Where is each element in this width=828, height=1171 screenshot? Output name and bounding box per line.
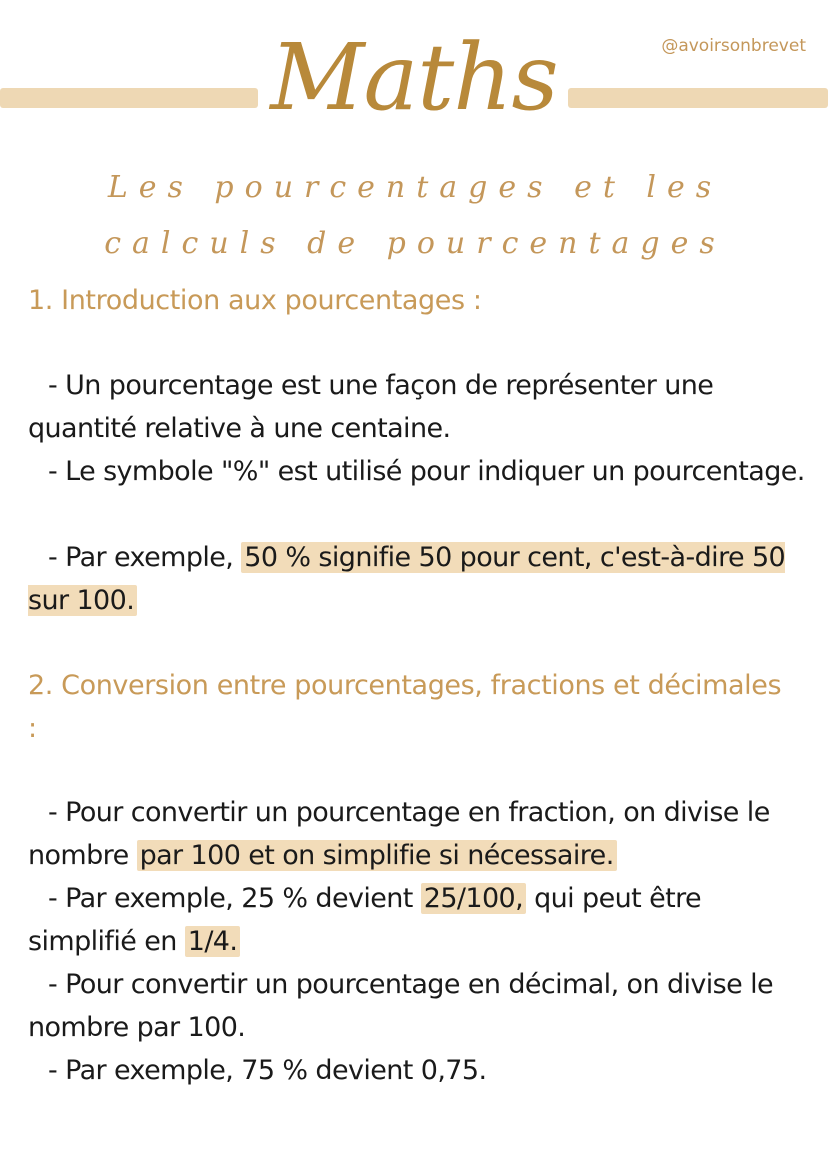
section-2-paragraph-1 — [28, 791, 808, 877]
section-2-paragraph-2-text-a: - Par exemple, 25 % devient — [48, 883, 413, 914]
highlight-50-percent: 50 % signifie 50 pour cent, c'est-à-dire 50 sur 100. — [28, 542, 786, 616]
section-2-paragraph-4: - Par exemple, 75 % devient 0,75. — [48, 1055, 487, 1086]
author-handle: @avoirsonbrevet — [661, 36, 806, 56]
highlight-divide-100: par 100 et on simplifie si nécessaire. — [137, 840, 617, 871]
section-1-title: 1. Introduction aux pourcentages : — [28, 285, 482, 316]
header-rule-right — [568, 88, 828, 108]
page-subtitle: Les pourcentages et les calculs de pourcentages — [104, 170, 726, 261]
page-title: Maths — [270, 24, 558, 131]
highlight-25-100: 25/100, — [421, 883, 526, 914]
header-rule-left — [0, 88, 258, 108]
section-2-paragraph-2-text-b: qui peut être simplifié en — [28, 883, 701, 957]
section-2-paragraph-1-text: - Pour convertir un pourcentage en fraction, on divise le nombre — [28, 797, 770, 871]
section-2-title: 2. Conversion entre pourcentages, fractions et décimales : — [28, 670, 782, 744]
section-2-paragraph-2 — [28, 877, 808, 963]
section-1-paragraph-1: - Un pourcentage est une façon de représenter une quantité relative à une centaine. — [28, 370, 714, 444]
section-2-paragraph-3: - Pour convertir un pourcentage en décimal, on divise le nombre par 100. — [28, 969, 774, 1043]
section-1-paragraph-3-text: - Par exemple, — [48, 542, 234, 573]
section-1-paragraph-3 — [28, 536, 808, 622]
section-1-paragraph-2: - Le symbole "%" est utilisé pour indiquer un pourcentage. — [48, 456, 805, 487]
highlight-1-4: 1/4. — [185, 926, 241, 957]
